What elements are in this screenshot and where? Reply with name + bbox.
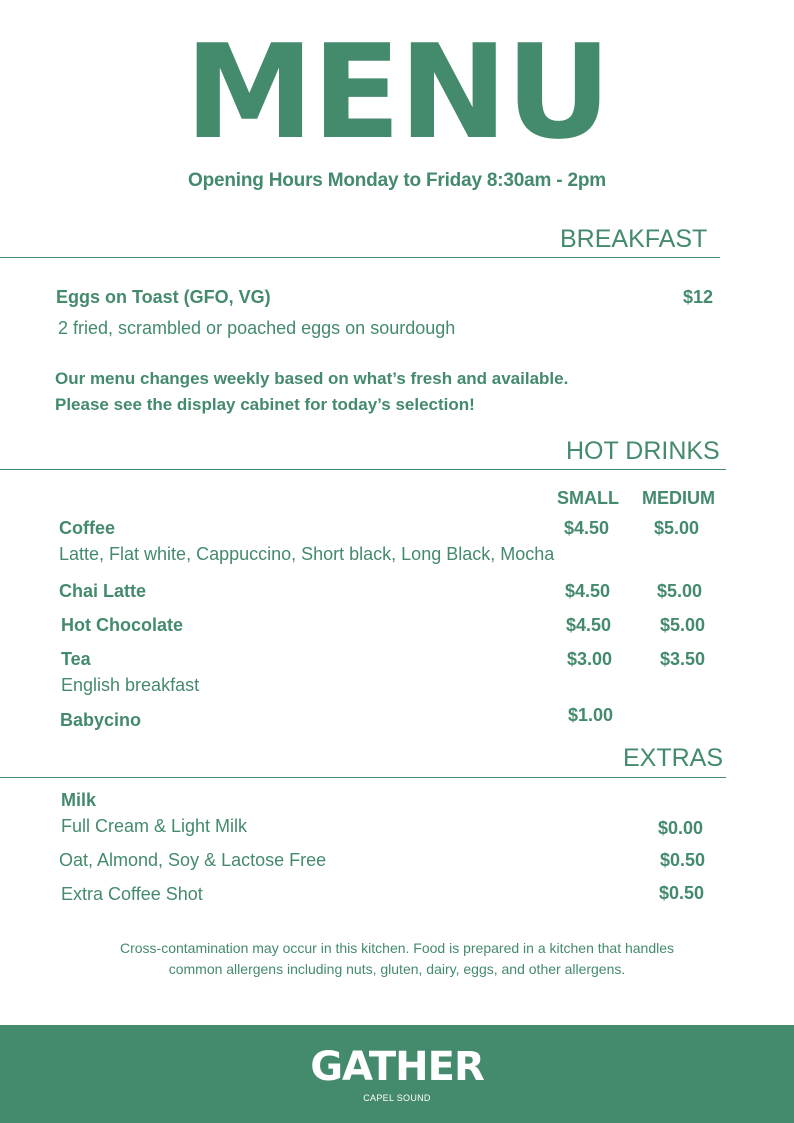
- menu-title: MENU: [184, 16, 610, 168]
- item-desc-coffee: Latte, Flat white, Cappuccino, Short black, Long Black, Mocha: [59, 544, 555, 564]
- brand-location: CAPEL SOUND: [363, 1093, 431, 1103]
- item-name-full-cream-light-milk: Full Cream & Light Milk: [61, 816, 248, 836]
- item-price-medium-tea: $3.50: [660, 649, 706, 669]
- item-desc-eggs-on-toast: 2 fried, scrambled or poached eggs on sourdough: [58, 318, 456, 338]
- column-header-medium: MEDIUM: [642, 488, 715, 508]
- section-divider: [0, 257, 720, 258]
- item-price-alternative-milk: $0.50: [660, 850, 706, 870]
- section-heading-hot-drinks: HOT DRINKS: [566, 437, 720, 465]
- weekly-menu-notice-line-2: Please see the display cabinet for today’s selection!: [55, 395, 475, 414]
- brand-logo: GATHER: [310, 1044, 484, 1090]
- item-price-small-babycino: $1.00: [568, 705, 614, 725]
- item-price-small-hot-chocolate: $4.50: [566, 615, 612, 635]
- section-divider: [0, 469, 726, 470]
- item-name-coffee: Coffee: [59, 518, 116, 538]
- item-name-babycino: Babycino: [60, 710, 142, 730]
- item-name-milk: Milk: [61, 790, 97, 810]
- item-name-alternative-milk: Oat, Almond, Soy & Lactose Free: [59, 850, 327, 870]
- allergen-notice: [0, 938, 794, 980]
- item-name-tea: Tea: [61, 649, 91, 669]
- item-name-extra-coffee-shot: Extra Coffee Shot: [61, 884, 203, 904]
- allergen-notice-text: Cross-contamination may occur in this kitchen. Food is prepared in a kitchen that handles common allergens including nuts, gluten, dairy, eggs, and other allergens.: [119, 940, 675, 977]
- item-name-eggs-on-toast: Eggs on Toast (GFO, VG): [56, 287, 271, 307]
- item-price-eggs-on-toast: $12: [683, 287, 714, 307]
- item-price-small-coffee: $4.50: [564, 518, 610, 538]
- item-price-small-tea: $3.00: [567, 649, 613, 669]
- opening-hours: Opening Hours Monday to Friday 8:30am - 2pm: [188, 170, 606, 191]
- item-price-medium-chai-latte: $5.00: [657, 581, 703, 601]
- section-heading-breakfast: BREAKFAST: [560, 225, 708, 253]
- item-desc-tea: English breakfast: [61, 675, 200, 695]
- section-heading-extras: EXTRAS: [623, 744, 724, 772]
- item-price-medium-coffee: $5.00: [654, 518, 700, 538]
- item-price-extra-coffee-shot: $0.50: [659, 883, 705, 903]
- item-price-full-cream-light-milk: $0.00: [658, 818, 704, 838]
- column-header-small: SMALL: [557, 488, 619, 508]
- weekly-menu-notice-line-1: Our menu changes weekly based on what’s fresh and available.: [55, 369, 569, 388]
- section-divider: [0, 777, 726, 778]
- item-name-chai-latte: Chai Latte: [59, 581, 147, 601]
- item-name-hot-chocolate: Hot Chocolate: [61, 615, 184, 635]
- item-price-small-chai-latte: $4.50: [565, 581, 611, 601]
- item-price-medium-hot-chocolate: $5.00: [660, 615, 706, 635]
